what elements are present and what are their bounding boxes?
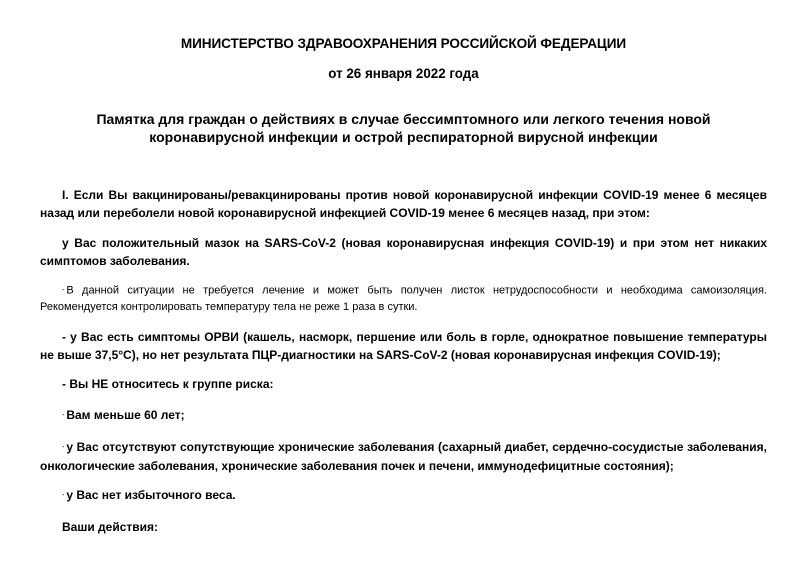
memo-title: Памятка для граждан о действиях в случае бессимптомного или легкого течения новой коронавирусной инфекции и острой респираторной вирусной инфекции [96, 111, 711, 145]
paragraph-orvi-symptoms: - у Вас есть симптомы ОРВИ (кашель, насморк, першение или боль в горле, однократное повышение температуры не выше 37,5°С), но нет результата ПЦР-диагностики на SARS-CoV-2 (новая коронавирусная инфекция COVID-19); [40, 330, 767, 362]
paragraph-text: В данной ситуации не требуется лечение и может быть получен листок нетрудоспособности и необходима самоизоляция. Рекомендуется контролировать температуру тела не реже 1 раза в сутки. [40, 284, 767, 314]
bullet-marker: - [62, 491, 65, 499]
your-actions-heading: Ваши действия: [62, 520, 159, 534]
list-item-text: у Вас нет избыточного веса. [66, 488, 236, 502]
paragraph-positive-swab: у Вас положительный мазок на SARS-CoV-2 (новая коронавирусная инфекция COVID-19) и при этом нет никаких симптомов заболевания. [40, 236, 767, 268]
paragraph-no-treatment [40, 282, 767, 316]
list-item-chronic-diseases [40, 438, 767, 475]
list-item-age [40, 406, 767, 425]
list-item-text: Вам меньше 60 лет; [66, 408, 185, 422]
list-item-weight [40, 486, 767, 505]
bullet-marker: - [62, 411, 65, 419]
ministry-heading: МИНИСТЕРСТВО ЗДРАВООХРАНЕНИЯ РОССИЙСКОЙ ФЕДЕРАЦИИ [180, 36, 627, 51]
paragraph-section-1: I. Если Вы вакцинированы/ревакцинированы против новой коронавирусной инфекции COVID-19 менее 6 месяцев назад или переболели новой коронавирусной инфекцией COVID-19 менее 6 месяцев назад, при этом: [40, 188, 767, 220]
document-date: от 26 января 2022 года [328, 66, 479, 81]
bullet-marker: - [62, 443, 65, 451]
list-item-text: у Вас отсутствуют сопутствующие хронические заболевания (сахарный диабет, сердечно-сосудистые заболевания, онкологические заболевания, хронические заболевания почек и печени, иммунодефицитные состояния); [40, 440, 767, 473]
bullet-marker: - [62, 287, 65, 294]
paragraph-not-risk-group: - Вы НЕ относитесь к группе риска: [62, 377, 274, 391]
